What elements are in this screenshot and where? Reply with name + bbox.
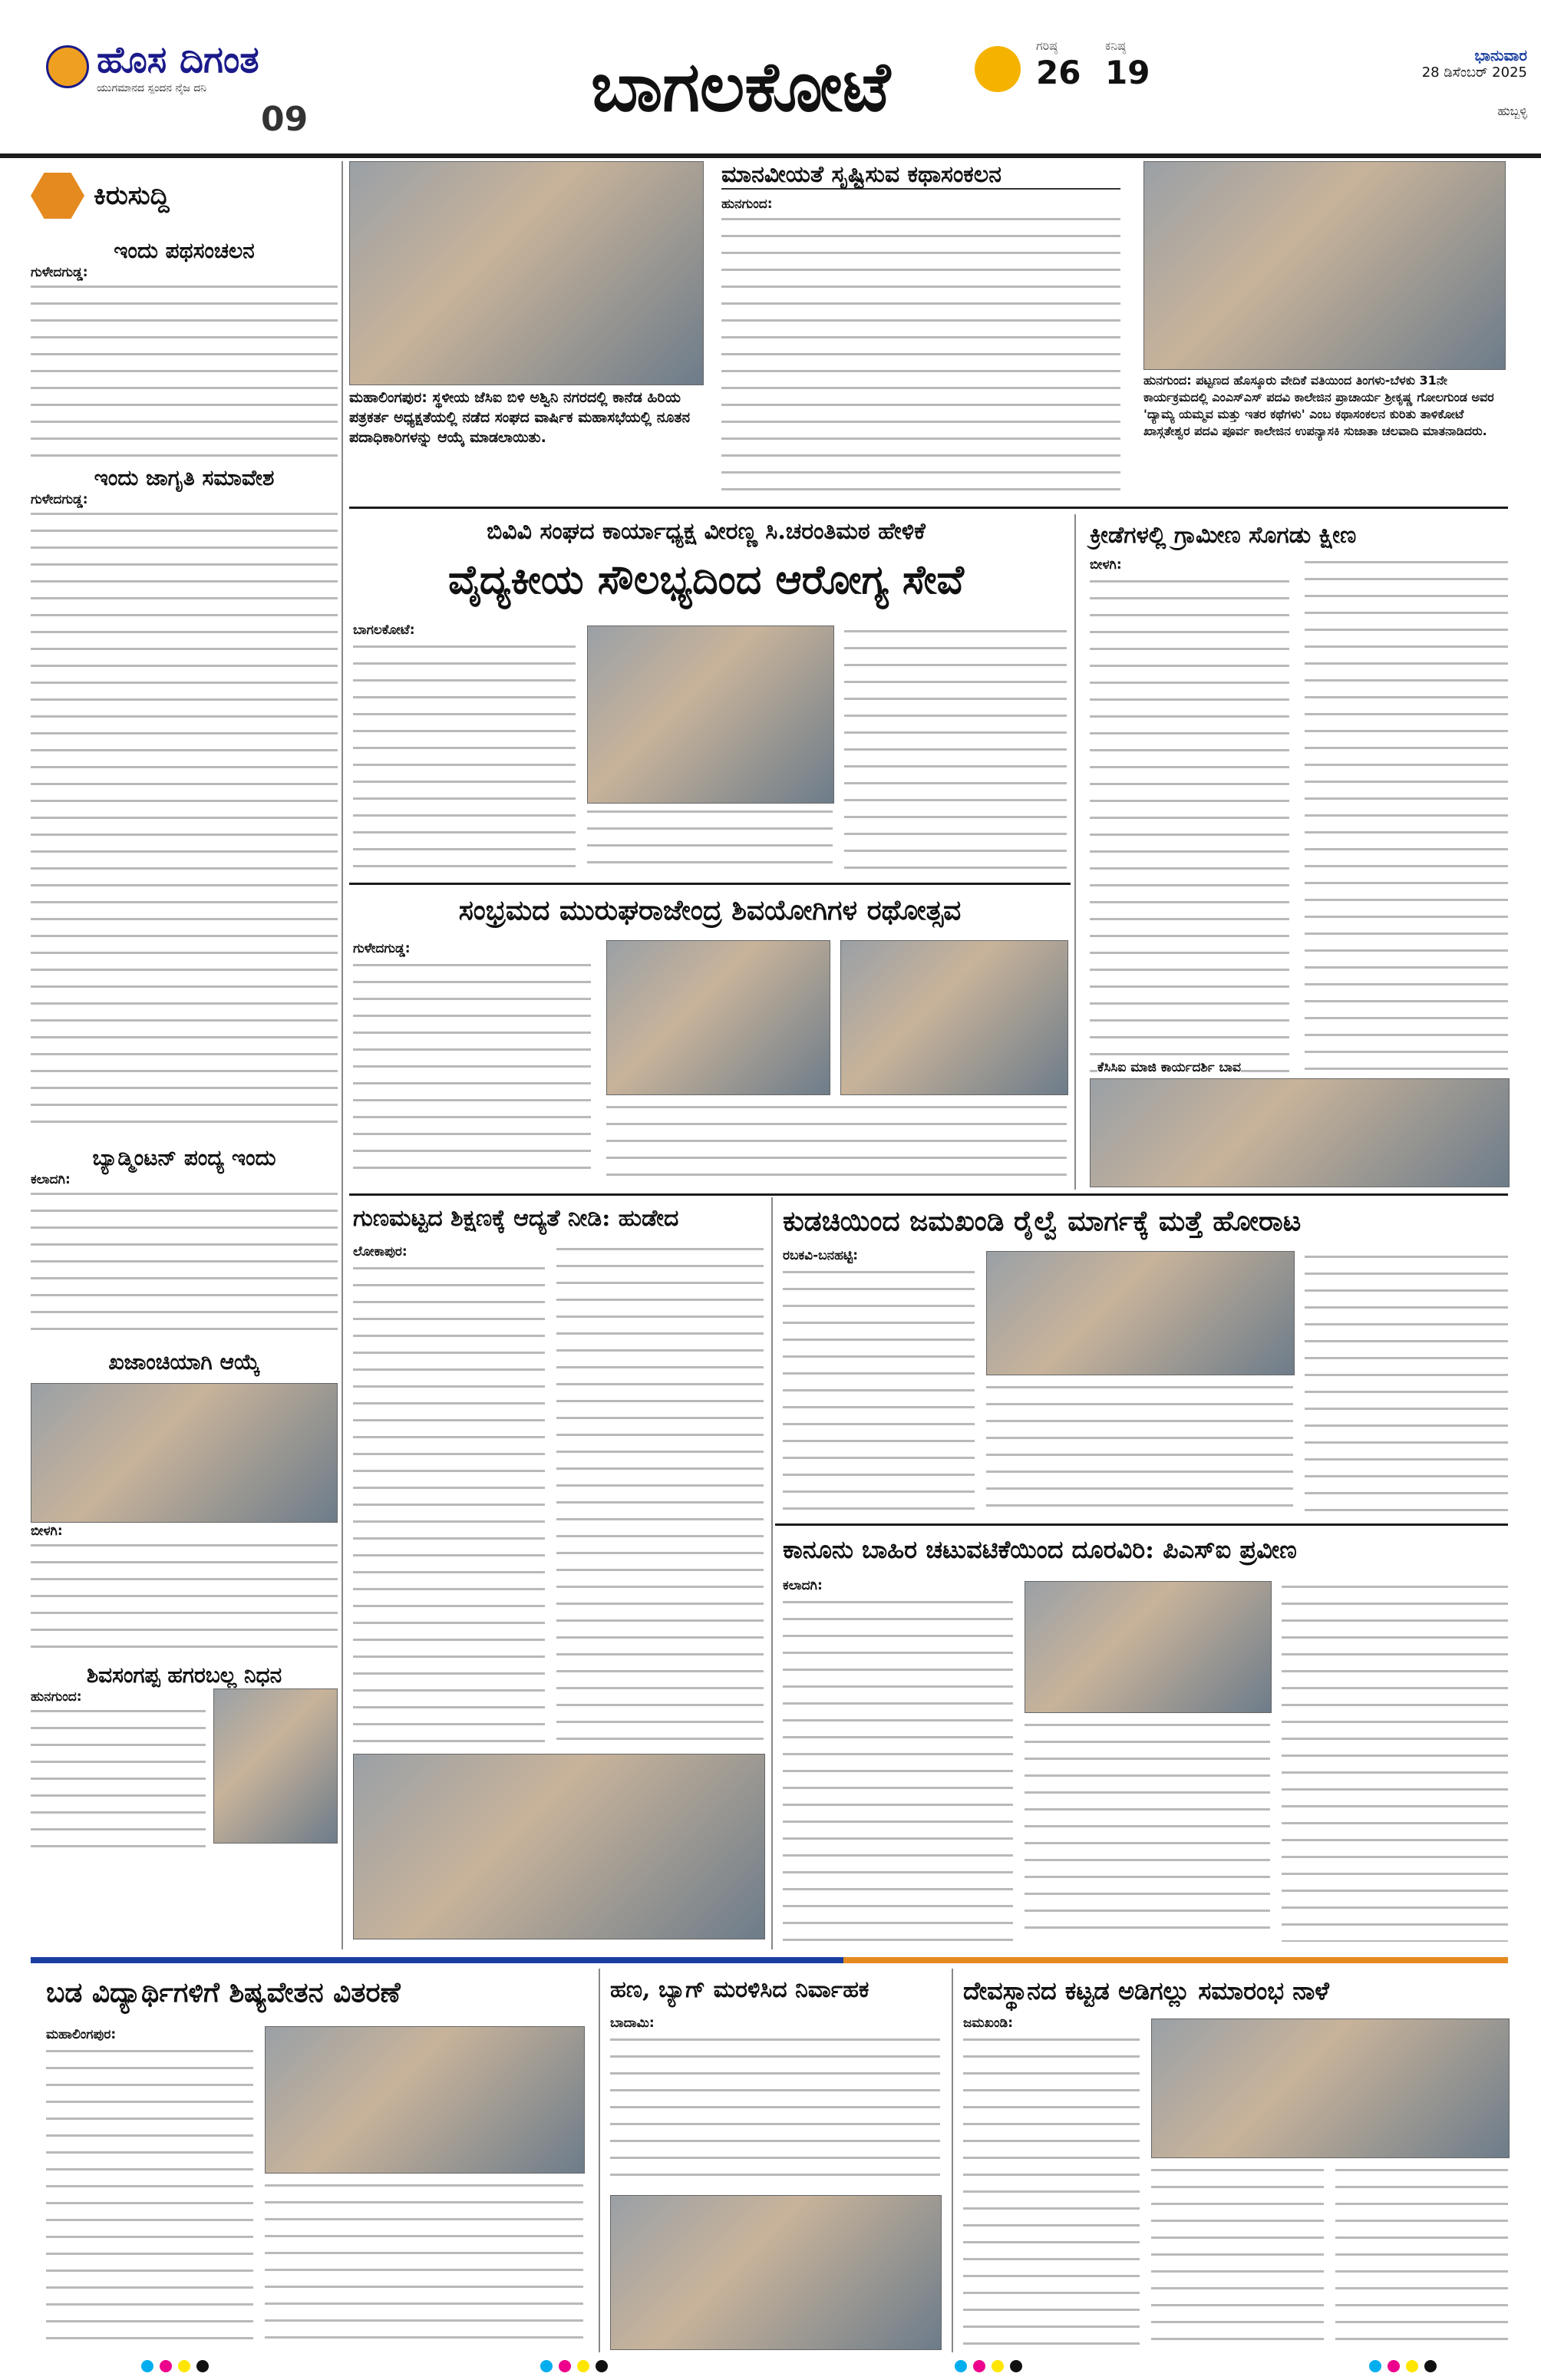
sports-body [1305, 556, 1508, 1074]
sports-dateline: ಬೀಳಗಿ: [1090, 557, 1122, 573]
city-title: ಬಾಗಲಕೋಟೆ [591, 46, 891, 127]
color-registration-marks [537, 2360, 611, 2375]
temp-max: 26 [1036, 54, 1081, 91]
mahalingapur-caption: ಮಹಾಲಿಂಗಪುರ: ಸ್ಥಳೀಯ ಜೆಸಿಐ ಬಿಳಿ ಅಶ್ವಿನಿ ನಗರದಲ್ಲಿ ಕಾನೆಡ ಹಿರಿಯ ಪತ್ರಕರ್ತ ಅಧ್ಯಕ್ಷತೆಯಲ್ಲಿ ನಡೆದ ಸಂಘದ ವಾರ್ಷಿಕ ಮಹಾಸಭೆಯಲ್ಲಿ ನೂತನ ಪದಾಧಿಕಾರಿಗಳನ್ನು ಆಯ್ಕೆ ಮಾಡಲಾಯಿತು. [349, 389, 691, 446]
brief-dateline: ಹುನಗುಂದ: [31, 1689, 82, 1705]
brief-title: ಶಿವಸಂಗಪ್ಪ ಹಗರಬಲ್ಲ ನಿಧನ [86, 1662, 282, 1688]
bvv-headline: ವೈದ್ಯಕೀಯ ಸೌಲಭ್ಯದಿಂದ ಆರೋಗ್ಯ ಸೇವೆ [447, 556, 965, 603]
section-rule [349, 507, 1508, 509]
briefs-header: ಕಿರುಸುದ್ದಿ [94, 180, 170, 211]
brief-dateline: ಬೀಳಗಿ: [31, 1523, 63, 1539]
katha-dateline: ಹುನಗುಂದ: [721, 196, 773, 212]
brief-body [31, 1540, 338, 1655]
temple-body [963, 2034, 1140, 2349]
temp-min-label: ಕನಿಷ್ಠ [1105, 38, 1126, 53]
ratha-photo-1 [606, 940, 830, 1095]
ratha-body [606, 1101, 1067, 1182]
bag-dateline: ಬಾದಾಮಿ: [610, 2015, 655, 2031]
bag-photo [610, 2195, 942, 2350]
rail-dateline: ರಬಕವಿ-ಬನಹಟ್ಟಿ: [783, 1248, 859, 1263]
bvv-kicker: ಬಿವಿವಿ ಸಂಘದ ಕಾರ್ಯಾಧ್ಯಕ್ಷ ವೀರಣ್ಣ ಸಿ.ಚರಂತಿಮಠ ಹೇಳಿಕೆ [487, 518, 926, 545]
mahalingapur-photo [349, 161, 704, 385]
brief-body [31, 1188, 338, 1342]
bvv-body [587, 806, 833, 875]
edition-label: ಹುಬ್ಬಳ್ಳಿ [1497, 104, 1527, 118]
ratha-headline: ಸಂಭ್ರಮದ ಮುರುಘರಾಜೇಂದ್ರ ಶಿವಯೋಗಿಗಳ ರಥೋತ್ಸವ [458, 894, 962, 926]
temple-headline: ದೇವಸ್ಥಾನದ ಕಟ್ಟಡ ಅಡಿಗಲ್ಲು ಸಮಾರಂಭ ನಾಳೆ [963, 1976, 1329, 2005]
sports-photo [1090, 1078, 1510, 1187]
sports-caption: ಕೆಸಿಸಿಐ ಮಾಜಿ ಕಾರ್ಯದರ್ಶಿ ಬಾವ [1097, 1060, 1242, 1075]
psi-body [1282, 1581, 1508, 1942]
ratha-dateline: ಗುಳೇದಗುಡ್ಡ: [353, 941, 411, 956]
psi-body [1025, 1719, 1270, 1942]
logo-emblem-icon [46, 45, 89, 88]
temple-body [1151, 2164, 1324, 2349]
bag-body [610, 2034, 940, 2187]
brief-dateline: ಕಲಾದಗಿ: [31, 1172, 71, 1187]
scholarship-dateline: ಮಹಾಲಿಂಗಪುರ: [46, 2027, 117, 2042]
column-divider [342, 161, 343, 1949]
sports-body [1090, 576, 1289, 1074]
brief-photo [31, 1383, 338, 1523]
psi-body [783, 1596, 1013, 1942]
temple-body [1335, 2164, 1508, 2349]
quality-headline: ಗುಣಮಟ್ಟದ ಶಿಕ್ಷಣಕ್ಕೆ ಆದ್ಯತೆ ನೀಡಿ: ಹುಡೇದ [353, 1205, 679, 1232]
bvv-photo [587, 626, 834, 804]
ratha-body [353, 959, 591, 1182]
temple-photo [1151, 2019, 1510, 2158]
hungund-photo [1143, 161, 1506, 370]
psi-photo [1025, 1581, 1272, 1713]
temp-max-label: ಗರಿಷ್ಠ [1036, 38, 1058, 53]
weather-sun-cloud-icon [975, 46, 1021, 92]
bvv-body [353, 641, 576, 871]
obituary-photo [213, 1688, 338, 1844]
scholarship-body [46, 2045, 253, 2349]
section-rule [349, 1193, 1508, 1196]
ratha-photo-2 [840, 940, 1068, 1095]
column-divider [952, 1969, 953, 2352]
temp-min: 19 [1105, 54, 1150, 91]
page-number: 09 [261, 100, 309, 139]
scholarship-headline: ಬಡ ವಿದ್ಯಾರ್ಥಿಗಳಿಗೆ ಶಿಷ್ಯವೇತನ ವಿತರಣೆ [46, 1976, 401, 2009]
rail-headline: ಕುಡಚಿಯಿಂದ ಜಮಖಂಡಿ ರೈಲ್ವೆ ಮಾರ್ಗಕ್ಕೆ ಮತ್ತೆ ಹೋರಾಟ [783, 1205, 1302, 1237]
quality-dateline: ಲೋಕಾಪುರ: [353, 1244, 408, 1259]
bvv-dateline: ಬಾಗಲಕೋಟೆ: [353, 622, 415, 638]
column-divider [599, 1969, 600, 2352]
sports-headline: ಕ್ರೀಡೆಗಳಲ್ಲಿ ಗ್ರಾಮೀಣ ಸೊಗಡು ಕ್ಷೀಣ [1090, 522, 1357, 549]
scholarship-photo [265, 2026, 585, 2174]
psi-headline: ಕಾನೂನು ಬಾಹಿರ ಚಟುವಟಿಕೆಯಿಂದ ದೂರವಿರಿ: ಪಿಎಸ್‌ಐ ಪ್ರವೀಣ [783, 1535, 1297, 1564]
brief-dateline: ಗುಳೇದಗುಡ್ಡ: [31, 492, 88, 507]
brief-body [31, 1705, 206, 1859]
color-registration-marks [138, 2360, 212, 2375]
brief-dateline: ಗುಳೇದಗುಡ್ಡ: [31, 265, 88, 280]
date-block [1320, 46, 1527, 119]
bvv-body [844, 626, 1067, 875]
section-rule [349, 883, 1071, 885]
rail-body [783, 1266, 975, 1512]
color-registration-marks [1366, 2360, 1440, 2375]
scholarship-body [265, 2180, 583, 2349]
bottom-band-rule [31, 1957, 1508, 1963]
brief-title: ಇಂದು ಜಾಗೃತಿ ಸಮಾವೇಶ [94, 465, 275, 490]
column-divider [1074, 514, 1076, 1190]
hand-pointer-icon [31, 173, 84, 219]
paper-tagline: ಯುಗಮಾನದ ಸ್ಪಂದನ ನೈಜ ದನಿ [97, 82, 207, 94]
day-label: ಭಾನುವಾರ [1474, 46, 1527, 64]
rail-body [986, 1381, 1293, 1512]
temple-dateline: ಜಮಖಂಡಿ: [963, 2015, 1014, 2031]
quality-body [353, 1263, 545, 1746]
brief-title: ಇಂದು ಪಥಸಂಚಲನ [114, 238, 255, 263]
bag-headline: ಹಣ, ಬ್ಯಾಗ್ ಮರಳಿಸಿದ ನಿರ್ವಾಹಕ [610, 1976, 869, 2003]
rail-photo [986, 1251, 1295, 1375]
date-label: 28 ಡಿಸೆಂಬರ್ 2025 [1421, 64, 1527, 81]
color-registration-marks [952, 2360, 1025, 2375]
quality-photo [353, 1754, 765, 1939]
brief-body [31, 281, 338, 457]
weather-box [975, 38, 1097, 123]
brief-body [31, 508, 338, 1137]
brief-title: ಬ್ಯಾಡ್ಮಿಂಟನ್ ಪಂದ್ಯ ಇಂದು [92, 1145, 276, 1170]
psi-dateline: ಕಲಾದಗಿ: [783, 1578, 823, 1593]
katha-body [721, 213, 1120, 497]
hungund-caption: ಹುನಗುಂದ: ಪಟ್ಟಣದ ಹೊಸ್ಕೂರು ವೇದಿಕೆ ವತಿಯಿಂದ ತಿಂಗಳು-ಬೆಳಕು 31ನೇ ಕಾರ್ಯಕ್ರಮದಲ್ಲಿ ಎಂಎಸ್‌ಎಸ್ ಪದವಿ ಕಾಲೇಜಿನ ಪ್ರಾಚಾರ್ಯ ಶ್ರೀಕೃಷ್ಣ ಗೋಲಗುಂಡ ಅವರ 'ದ್ಯಾಮ್ಯ ಯಮ್ಮವ ಮತ್ತು ಇತರ ಕಥೆಗಳು' ಎಂಬ ಕಥಾಸಂಕಲನ ಕುರಿತು ತಾಳಿಕೋಟೆ ಖಾಸ್ಗತೇಶ್ವರ ಪದವಿ ಪೂರ್ವ ಕಾಲೇಜಿನ ಉಪನ್ಯಾಸಕಿ ಸುಜಾತಾ ಚಲವಾದಿ ಮಾತನಾಡಿದರು. [1143, 373, 1494, 438]
brief-title: ಖಜಾಂಚಿಯಾಗಿ ಆಯ್ಕೆ [108, 1349, 260, 1375]
paper-name: ಹೊಸ ದಿಗಂತ [97, 38, 259, 81]
section-rule [775, 1523, 1508, 1526]
briefs-column [31, 169, 338, 1949]
katha-headline: ಮಾನವೀಯತೆ ಸೃಷ್ಟಿಸುವ ಕಥಾಸಂಕಲನ [721, 161, 1120, 190]
quality-body [556, 1243, 764, 1746]
column-divider [771, 1197, 773, 1949]
rail-body [1305, 1251, 1508, 1512]
